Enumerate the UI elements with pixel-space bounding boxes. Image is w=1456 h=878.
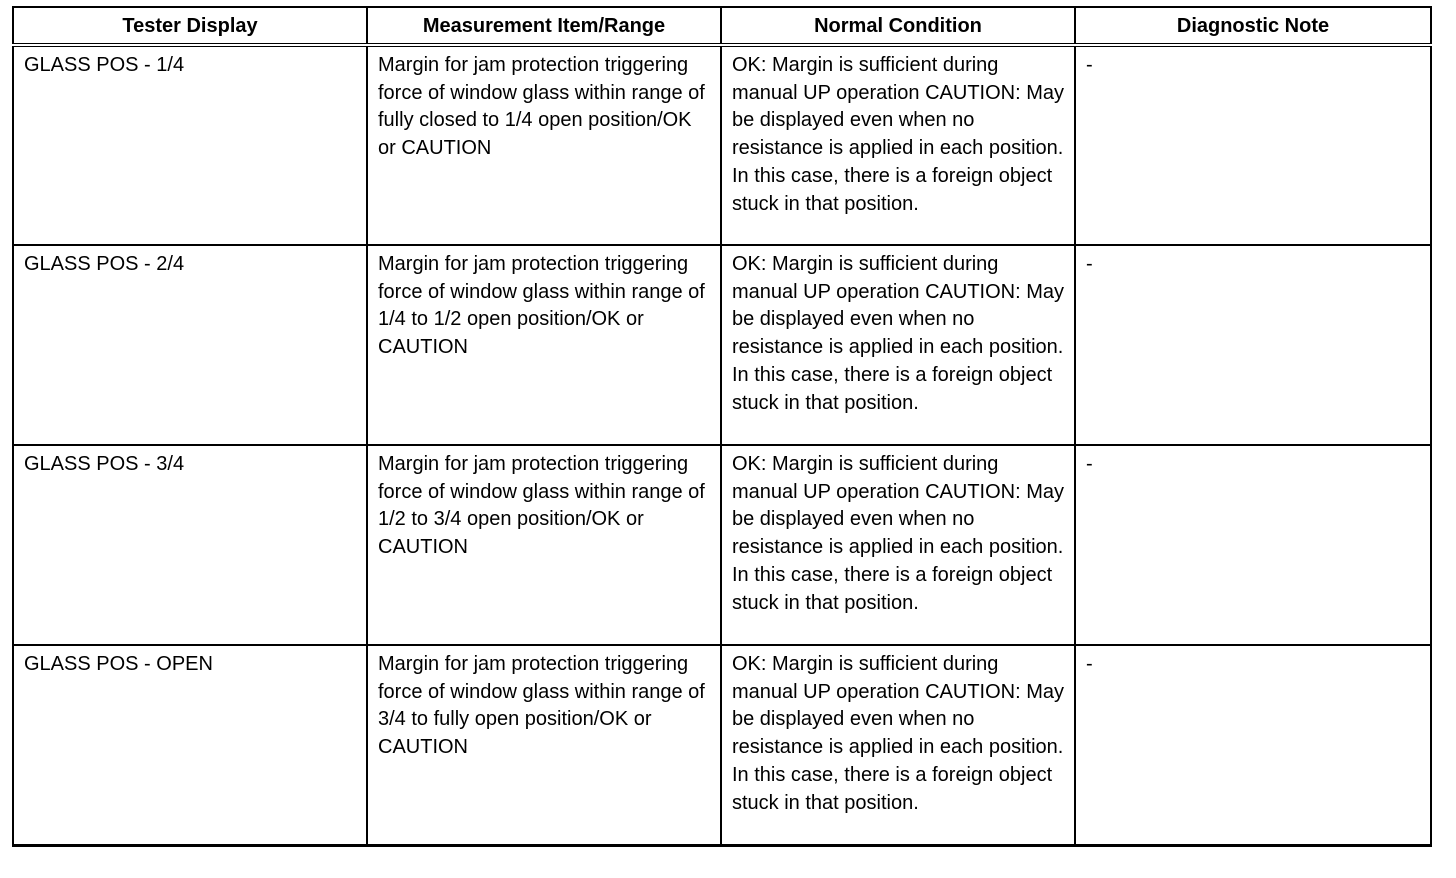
diagnostic-note-cell: - — [1075, 245, 1431, 445]
diagnostic-note-cell: - — [1075, 645, 1431, 845]
tester-display-cell: GLASS POS - 3/4 — [13, 445, 367, 645]
table-row — [13, 45, 1431, 245]
tester-data-table — [12, 6, 1432, 847]
table-row — [13, 645, 1431, 845]
header-normal-condition: Normal Condition — [721, 7, 1075, 45]
table-row — [13, 445, 1431, 645]
diagnostic-note-cell: - — [1075, 45, 1431, 245]
normal-condition-cell: OK: Margin is sufficient during manual UP operation CAUTION: May be displayed even when no resistance is applied in each position. In this case, there is a foreign object stuck in that position. — [721, 445, 1075, 645]
measurement-cell: Margin for jam protection triggering force of window glass within range of 1/2 to 3/4 open position/OK or CAUTION — [367, 445, 721, 645]
table-row — [13, 245, 1431, 445]
header-measurement-item-range: Measurement Item/Range — [367, 7, 721, 45]
header-diagnostic-note: Diagnostic Note — [1075, 7, 1431, 45]
normal-condition-cell: OK: Margin is sufficient during manual UP operation CAUTION: May be displayed even when no resistance is applied in each position. In this case, there is a foreign object stuck in that position. — [721, 245, 1075, 445]
measurement-cell: Margin for jam protection triggering force of window glass within range of 3/4 to fully open position/OK or CAUTION — [367, 645, 721, 845]
table-header-row — [13, 7, 1431, 45]
header-tester-display: Tester Display — [13, 7, 367, 45]
tester-display-cell: GLASS POS - OPEN — [13, 645, 367, 845]
measurement-cell: Margin for jam protection triggering force of window glass within range of fully closed to 1/4 open position/OK or CAUTION — [367, 45, 721, 245]
normal-condition-cell: OK: Margin is sufficient during manual UP operation CAUTION: May be displayed even when no resistance is applied in each position. In this case, there is a foreign object stuck in that position. — [721, 45, 1075, 245]
tester-display-cell: GLASS POS - 2/4 — [13, 245, 367, 445]
normal-condition-cell: OK: Margin is sufficient during manual UP operation CAUTION: May be displayed even when no resistance is applied in each position. In this case, there is a foreign object stuck in that position. — [721, 645, 1075, 845]
tester-display-cell: GLASS POS - 1/4 — [13, 45, 367, 245]
diagnostic-note-cell: - — [1075, 445, 1431, 645]
measurement-cell: Margin for jam protection triggering force of window glass within range of 1/4 to 1/2 open position/OK or CAUTION — [367, 245, 721, 445]
data-table-container — [12, 6, 1430, 847]
